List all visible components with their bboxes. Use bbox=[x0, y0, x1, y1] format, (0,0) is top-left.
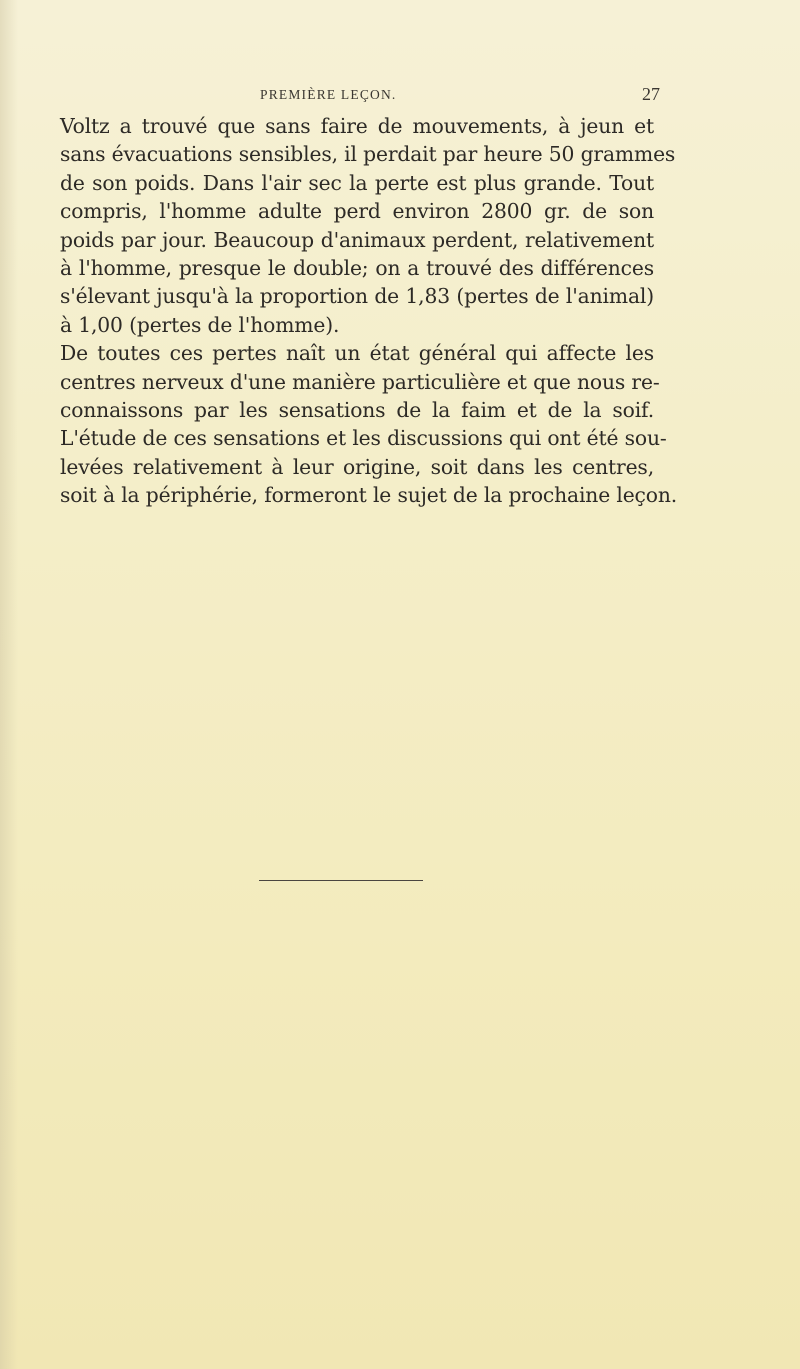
text-line: compris, l'homme adulte perd environ 2800 gr. de son bbox=[60, 199, 654, 224]
text-line: centres nerveux d'une manière particulière et que nous re- bbox=[60, 369, 660, 394]
text-line: s'élevant jusqu'à la proportion de 1,83 (pertes de l'animal) bbox=[60, 284, 654, 309]
text-line: levées relativement à leur origine, soit dans les centres, bbox=[60, 454, 654, 479]
running-head: PREMIÈRE LEÇON. bbox=[260, 87, 397, 102]
text-line: sans évacuations sensibles, il perdait par heure 50 grammes bbox=[60, 142, 676, 167]
section-end-rule bbox=[259, 880, 423, 881]
page-number: 27 bbox=[642, 84, 660, 104]
body-text bbox=[60, 112, 678, 509]
text-line: de son poids. Dans l'air sec la perte est plus grande. Tout bbox=[60, 170, 654, 195]
text-line: à 1,00 (pertes de l'homme). bbox=[60, 312, 340, 337]
text-line: soit à la périphérie, formeront le sujet de la prochaine leçon. bbox=[60, 483, 678, 508]
text-line: L'étude de ces sensations et les discussions qui ont été sou- bbox=[60, 426, 667, 451]
text-line: De toutes ces pertes naît un état général qui affecte les bbox=[60, 341, 654, 366]
page-gutter-shadow bbox=[0, 0, 18, 1369]
text-line: poids par jour. Beaucoup d'animaux perdent, relativement bbox=[60, 227, 654, 252]
text-line: Voltz a trouvé que sans faire de mouvements, à jeun et bbox=[60, 114, 654, 138]
page-header bbox=[60, 84, 660, 108]
text-line: connaissons par les sensations de la faim et de la soif. bbox=[60, 397, 654, 422]
text-line: à l'homme, presque le double; on a trouvé des différences bbox=[60, 255, 654, 280]
